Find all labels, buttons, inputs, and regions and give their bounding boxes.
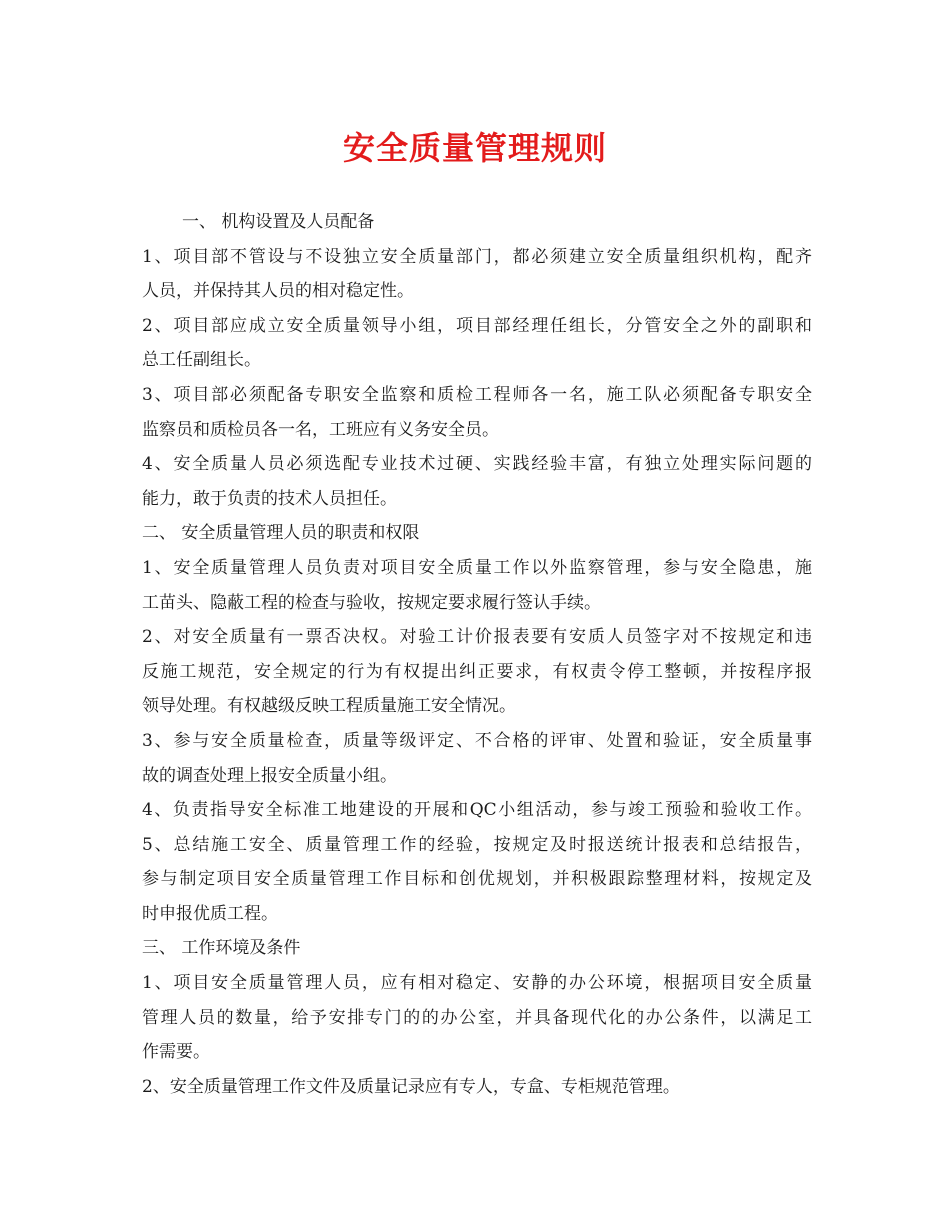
section-heading-1: 一、 机构设置及人员配备 (182, 212, 375, 232)
body-line: 工苗头、隐蔽工程的检查与验收，按规定要求履行签认手续。 (142, 592, 601, 613)
body-line: 5、总结施工安全、质量管理工作的经验，按规定及时报送统计报表和总结报告， (142, 834, 812, 855)
body-line: 监察员和质检员各一名，工班应有义务安全员。 (142, 419, 499, 440)
body-line: 总工任副组长。 (142, 350, 261, 371)
body-line: 4、安全质量人员必须选配专业技术过硬、实践经验丰富，有独立处理实际问题的 (142, 454, 812, 475)
body-line: 时申报优质工程。 (142, 903, 278, 924)
body-line: 故的调查处理上报安全质量小组。 (142, 765, 397, 786)
body-line: 反施工规范，安全规定的行为有权提出纠正要求，有权责令停工整顿，并按程序报 (142, 661, 812, 682)
body-line: 2、项目部应成立安全质量领导小组，项目部经理任组长，分管安全之外的副职和 (142, 315, 812, 336)
document-body (142, 205, 812, 1104)
body-line: 3、项目部必须配备专职安全监察和质检工程师各一名，施工队必须配备专职安全 (142, 384, 812, 405)
body-line: 3、参与安全质量检查，质量等级评定、不合格的评审、处置和验证，安全质量事 (142, 730, 812, 751)
body-line: 人员，并保持其人员的相对稳定性。 (142, 281, 414, 302)
body-line: 管理人员的数量，给予安排专门的的办公室，并具备现代化的办公条件，以满足工 (142, 1007, 812, 1028)
section-heading-2: 二、 安全质量管理人员的职责和权限 (142, 523, 420, 544)
body-line: 1、安全质量管理人员负责对项目安全质量工作以外监察管理，参与安全隐患，施 (142, 557, 812, 578)
body-line: 2、安全质量管理工作文件及质量记录应有专人，专盒、专柜规范管理。 (142, 1076, 680, 1097)
body-line: 作需要。 (142, 1042, 210, 1063)
body-line: 1、项目安全质量管理人员，应有相对稳定、安静的办公环境，根据项目安全质量 (142, 973, 812, 994)
body-line: 2、对安全质量有一票否决权。对验工计价报表要有安质人员签字对不按规定和违 (142, 627, 812, 648)
body-line: 4、负责指导安全标准工地建设的开展和QC小组活动，参与竣工预验和验收工作。 (142, 800, 812, 821)
body-line: 领导处理。有权越级反映工程质量施工安全情况。 (142, 696, 516, 717)
body-line: 1、项目部不管设与不设独立安全质量部门，都必须建立安全质量组织机构，配齐 (142, 246, 812, 267)
body-line: 能力，敢于负责的技术人员担任。 (142, 488, 397, 509)
section-heading-3: 三、 工作环境及条件 (142, 938, 301, 959)
document-title: 安全质量管理规则 (342, 129, 607, 167)
body-line: 参与制定项目安全质量管理工作目标和创优规划，并积极跟踪整理材料，按规定及 (142, 869, 812, 890)
